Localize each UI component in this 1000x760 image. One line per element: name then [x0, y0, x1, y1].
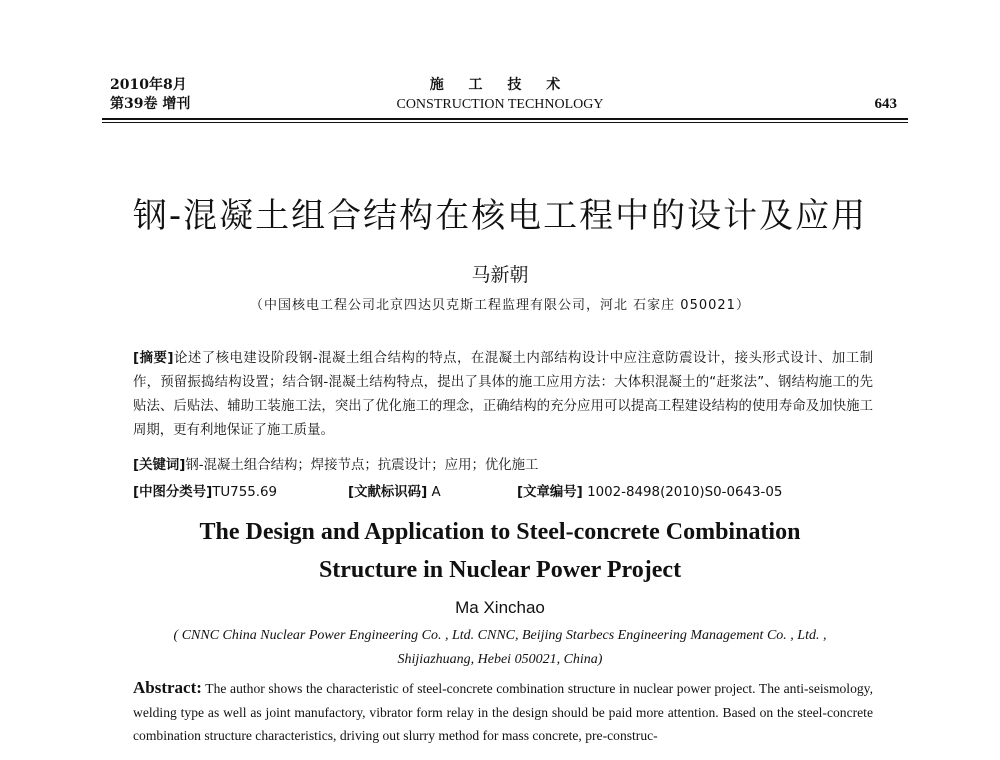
- article-no-field: [517, 481, 782, 500]
- doc-code-field: [348, 481, 441, 500]
- doc-code-label: [文献标识码]: [348, 485, 428, 500]
- clc-label: [中图分类号]: [133, 485, 213, 500]
- issue-date: 2010年8月: [110, 77, 187, 93]
- affiliation-en: [150, 624, 850, 672]
- keywords-cn-text: 钢-混凝土组合结构；焊接节点；抗震设计；应用；优化施工: [185, 458, 539, 473]
- clc-value: TU755.69: [212, 485, 278, 500]
- affiliation-en-line-2: Shijiazhuang, Hebei 050021, China): [397, 652, 603, 667]
- affiliation-cn: （中国核电工程公司北京四达贝克斯工程监理有限公司，河北 石家庄 050021）: [250, 298, 750, 313]
- keywords-cn: [133, 455, 873, 477]
- running-header-center: [0, 76, 1000, 114]
- doc-code-value: A: [431, 485, 441, 500]
- abstract-en-text: The author shows the characteristic of steel-concrete combination structure in nuclear power project. The anti-seismology, welding type as well as joint manufactory, vibrator form relay in the design should be paid more attention. Based on the steel-concrete combination structure characteristics, driving out slurry method for mass concrete, pre-construc-: [133, 681, 873, 743]
- article-no-label: [文章编号]: [517, 485, 583, 500]
- header-rule-thin: [102, 122, 908, 123]
- author-name-cn: 马新朝: [471, 264, 529, 286]
- author-name-en: Ma Xinchao: [455, 598, 545, 617]
- journal-name-cn: 施 工 技 术: [429, 77, 571, 93]
- title-en-line-2: Structure in Nuclear Power Project: [318, 557, 682, 583]
- article-no-value: 1002-8498(2010)S0-0643-05: [587, 485, 783, 500]
- article-title-en: [0, 513, 1000, 589]
- abstract-en-label: Abstract:: [133, 678, 202, 697]
- header-rule-thick: [102, 118, 908, 120]
- keywords-cn-label: [关键词]: [133, 458, 186, 473]
- page-number: 643: [874, 96, 897, 112]
- article-title-cn: 钢-混凝土组合结构在核电工程中的设计及应用: [132, 196, 868, 236]
- abstract-en: [133, 676, 873, 748]
- abstract-cn-text: 论述了核电建设阶段钢-混凝土组合结构的特点，在混凝土内部结构设计中应注意防震设计，接头形式设计、加工制作，预留振捣结构设置；结合钢-混凝土结构特点，提出了具体的施工应用方法：大体积混凝土的“赶浆法”、钢结构施工的先贴法、后贴法、辅助工装施工法，突出了优化施工的理念，正确结构的充分应用可以提高工程建设结构的使用寿命及加快施工周期，更有利地保证了施工质量。: [133, 351, 873, 438]
- clc-field: [133, 481, 277, 500]
- title-en-line-1: The Design and Application to Steel-concrete Combination: [199, 519, 801, 545]
- affiliation-en-line-1: ( CNNC China Nuclear Power Engineering Co. , Ltd. CNNC, Beijing Starbecs Engineering Management Co. , Ltd. ,: [173, 628, 827, 643]
- journal-name-en: CONSTRUCTION TECHNOLOGY: [396, 97, 604, 112]
- volume-info: 第39卷 增刊: [110, 96, 191, 112]
- abstract-cn: [133, 347, 873, 443]
- abstract-cn-label: [摘要]: [133, 351, 174, 366]
